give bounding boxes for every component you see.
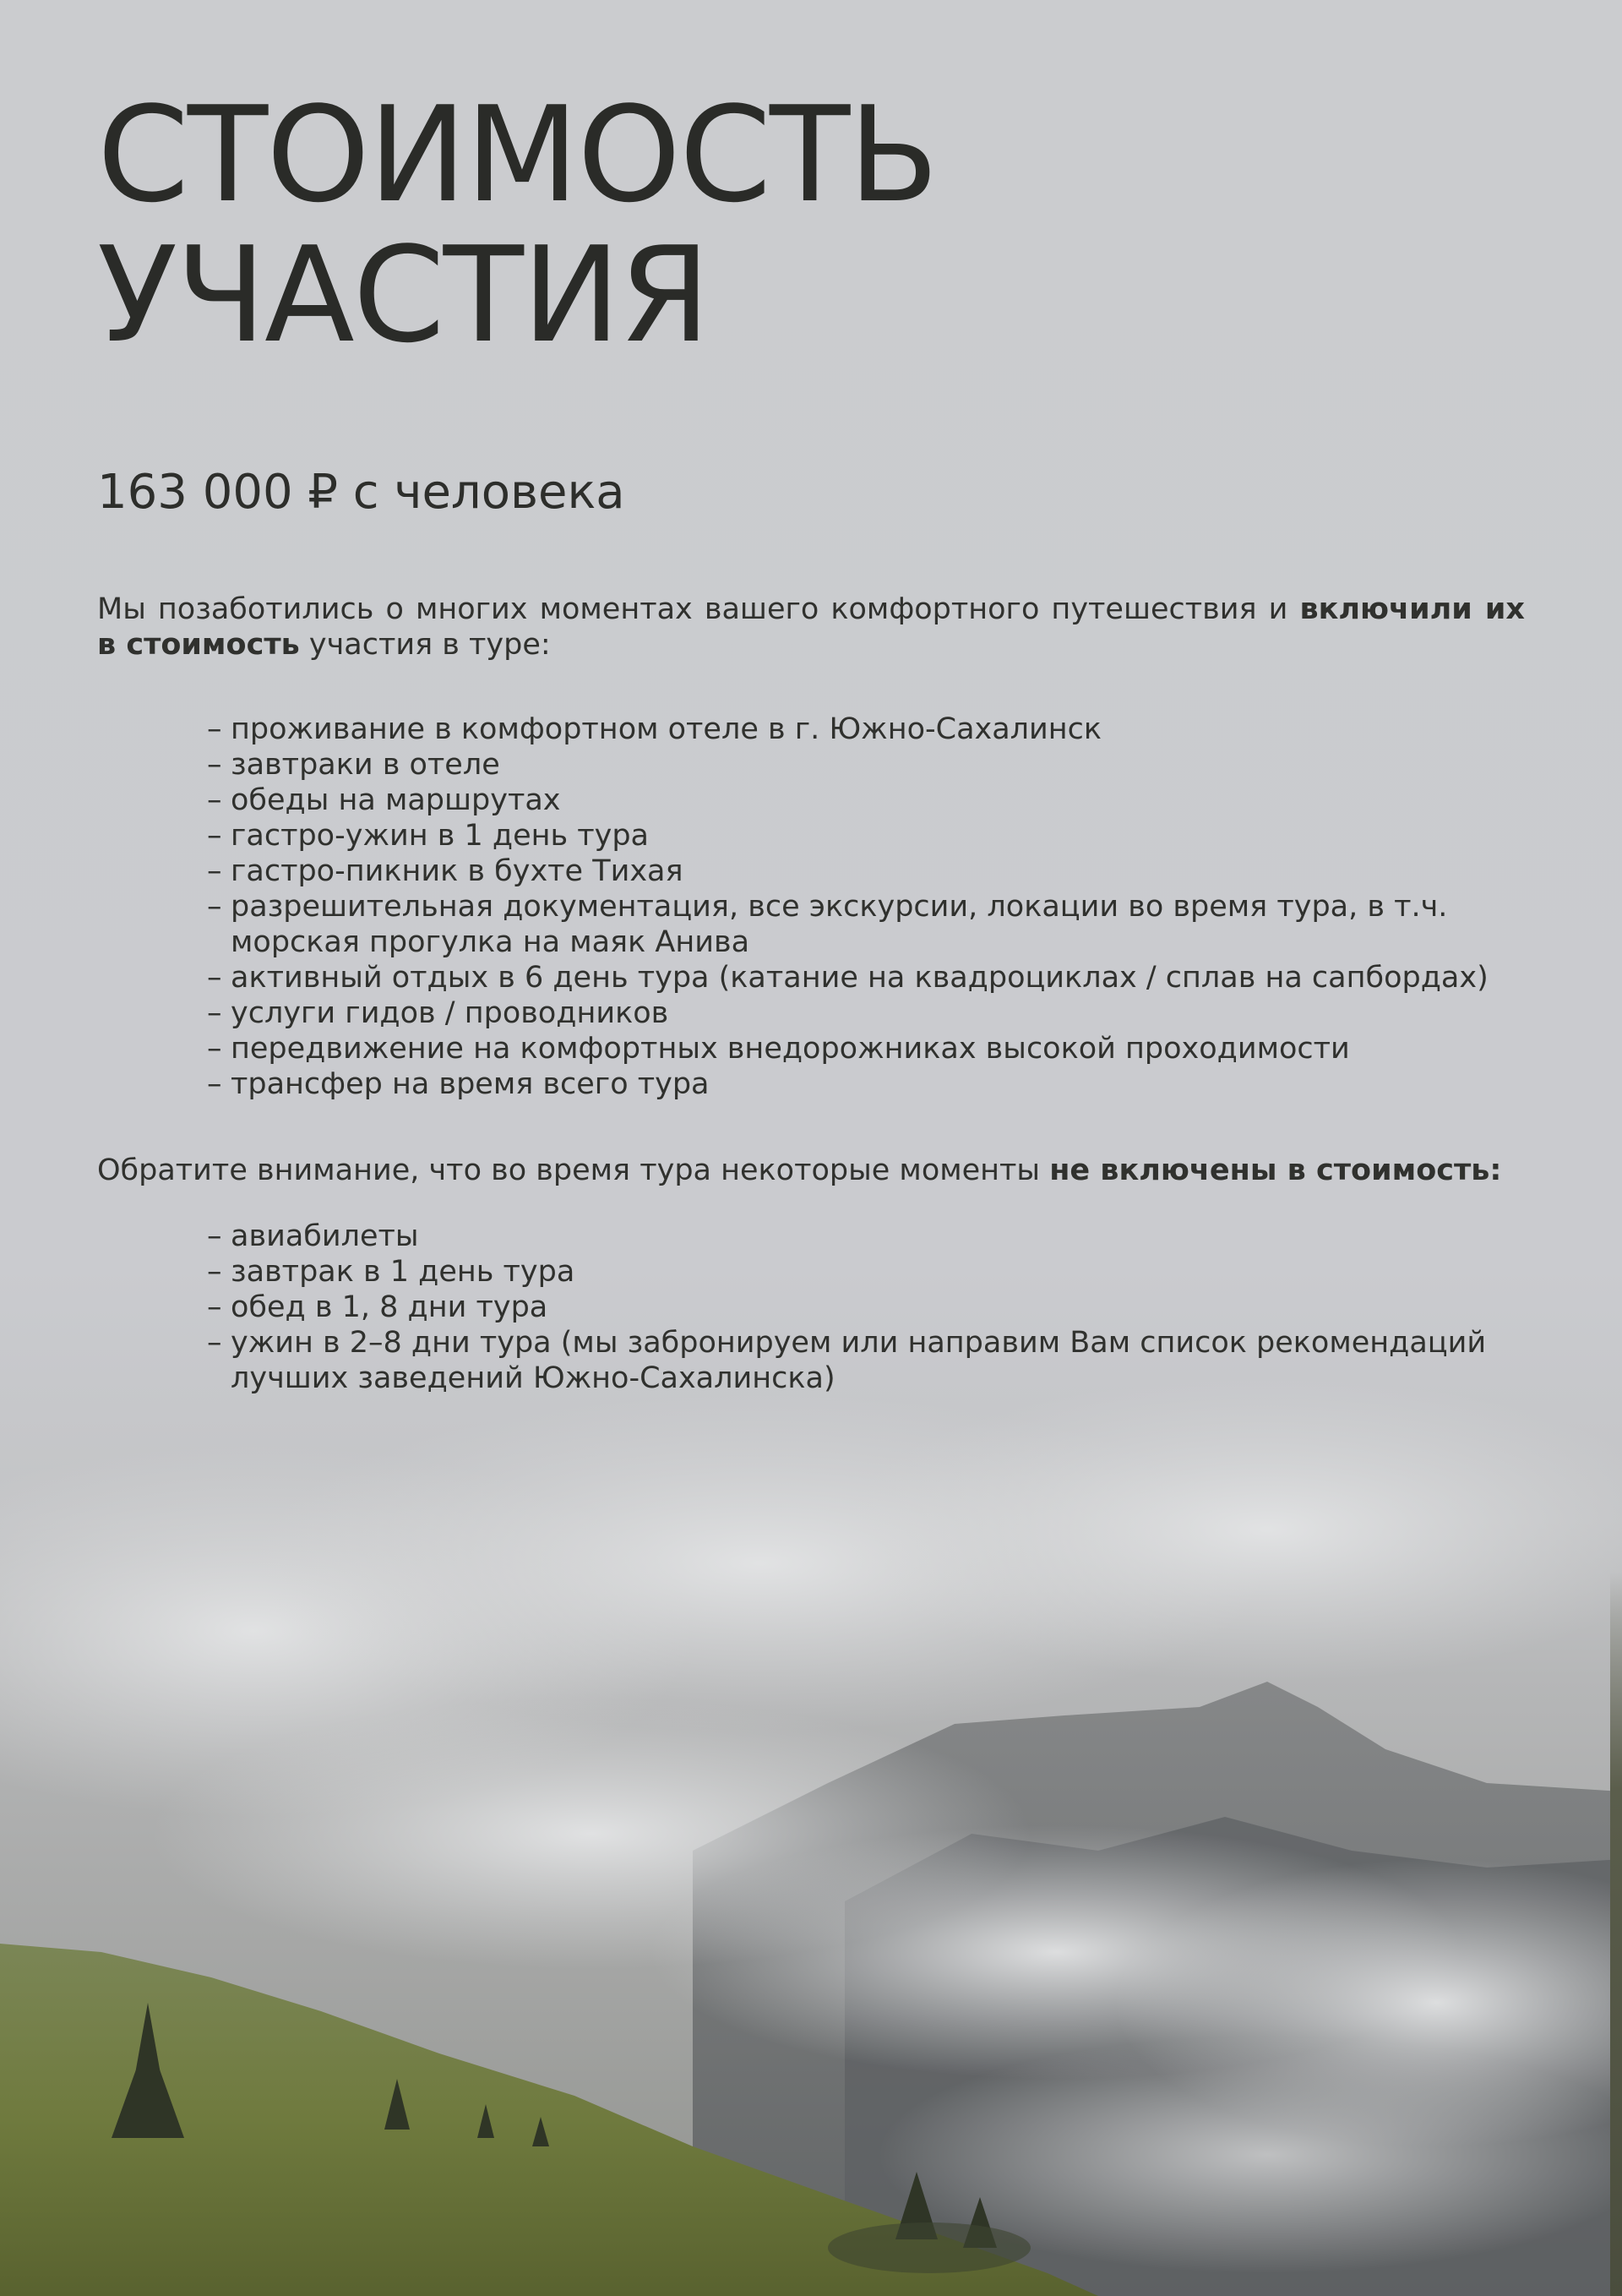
page-title xyxy=(97,78,1525,372)
note-bold: не включены в стоимость: xyxy=(1049,1153,1502,1187)
list-item: – обед в 1, 8 дни тура xyxy=(207,1290,1525,1325)
content xyxy=(97,78,1525,1396)
list-item: – передвижение на комфортных внедорожниках высокой проходимости xyxy=(207,1031,1525,1066)
title-line-1: СТОИМОСТЬ xyxy=(97,78,938,232)
intro-paragraph xyxy=(97,592,1525,663)
price: 163 000 ₽ с человека xyxy=(97,465,625,520)
title-line-2: УЧАСТИЯ xyxy=(97,218,710,372)
list-item: – разрешительная документация, все экскурсии, локации во время тура, в т.ч. морская прогулка на маяк Анива xyxy=(207,889,1525,960)
intro-bold: включили их в стоимость xyxy=(97,592,1525,662)
intro-tail: участия в туре: xyxy=(299,628,551,662)
note-paragraph xyxy=(97,1153,1525,1188)
list-item: – обеды на маршрутах xyxy=(207,783,1525,818)
list-item: – завтрак в 1 день тура xyxy=(207,1254,1525,1290)
excluded-list xyxy=(97,1219,1525,1396)
list-item: – трансфер на время всего тура xyxy=(207,1066,1525,1102)
note-text: Обратите внимание, что во время тура некоторые моменты xyxy=(97,1153,1050,1187)
list-item: – гастро-пикник в бухте Тихая xyxy=(207,854,1525,889)
list-item: – авиабилеты xyxy=(207,1219,1525,1254)
intro-text: Мы позаботились о многих моментах вашего комфортного путешествия и xyxy=(97,592,1300,626)
list-item: – ужин в 2–8 дни тура (мы забронируем или направим Вам список рекомендаций лучших заведений Южно-Сахалинска) xyxy=(207,1325,1525,1396)
included-list xyxy=(97,712,1525,1102)
misty-mountain-landscape xyxy=(0,1310,1622,2296)
list-item: – проживание в комфортном отеле в г. Южно-Сахалинск xyxy=(207,712,1525,747)
list-item: – активный отдых в 6 день тура (катание на квадроциклах / сплав на сапбордах) xyxy=(207,960,1525,995)
list-item: – услуги гидов / проводников xyxy=(207,995,1525,1031)
list-item: – завтраки в отеле xyxy=(207,747,1525,783)
list-item: – гастро-ужин в 1 день тура xyxy=(207,818,1525,854)
right-edge-strip xyxy=(1610,1572,1622,2296)
